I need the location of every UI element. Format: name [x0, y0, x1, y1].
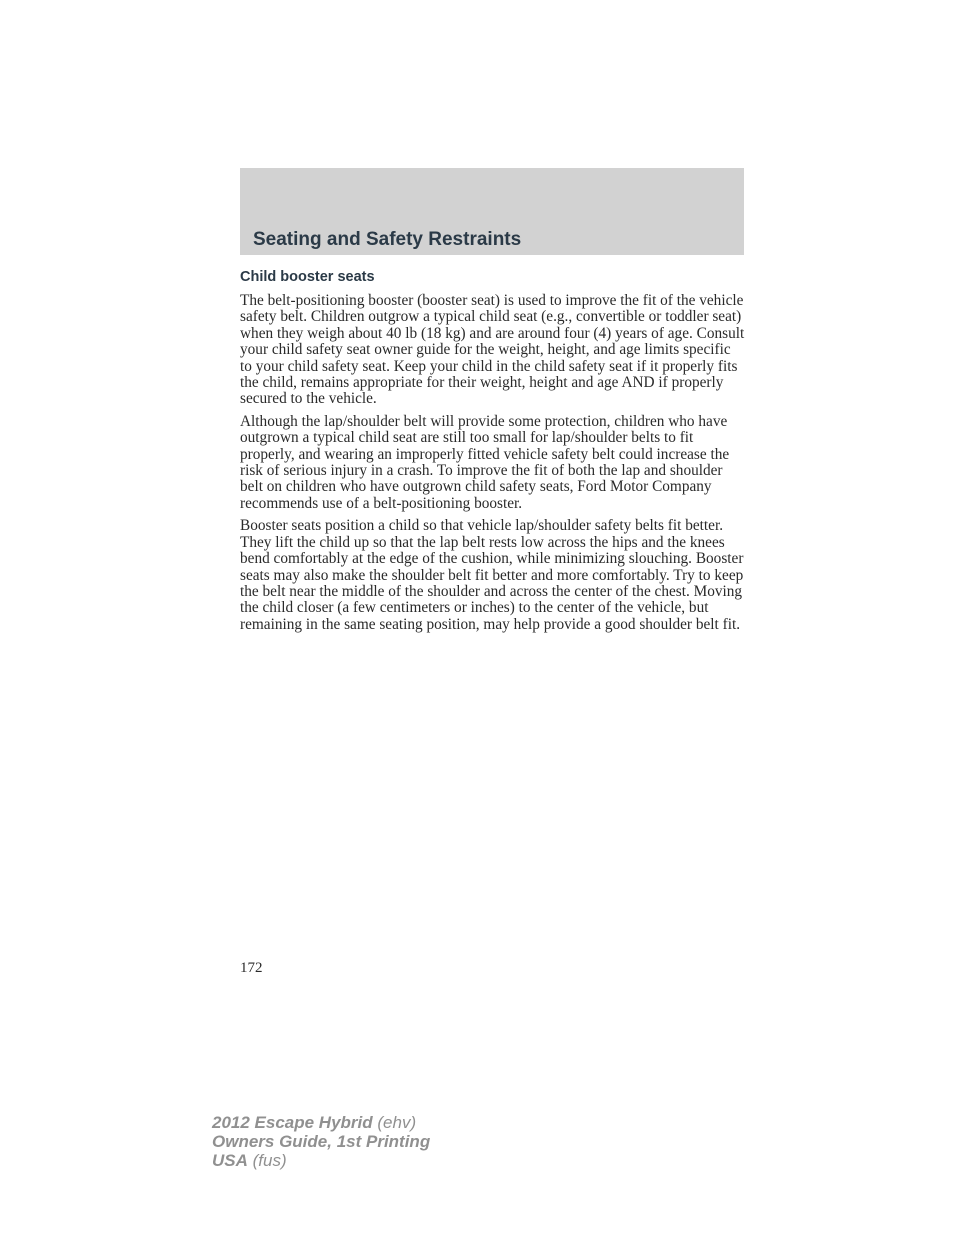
document-footer — [212, 1113, 430, 1170]
footer-model-code: (ehv) — [377, 1113, 417, 1132]
footer-model: 2012 Escape Hybrid — [212, 1113, 373, 1132]
footer-line-model — [212, 1113, 430, 1132]
paragraph: Booster seats position a child so that vehicle lap/shoulder safety belts fit better. They lift the child up so that the lap belt rests low across the hips and the knees bend comfortably at the edge of the cushion, while minimizing slouching. Booster seats may also make the shoulder belt fit better and more comfortably. Try to keep the belt near the middle of the shoulder and across the center of the chest. Moving the child closer (a few centimeters or inches) to the center of the vehicle, but remaining in the same seating position, may help provide a good shoulder belt fit. — [240, 517, 744, 633]
footer-market-code: (fus) — [252, 1151, 287, 1170]
subheading: Child booster seats — [240, 269, 375, 285]
footer-market: USA — [212, 1151, 248, 1170]
footer-line-market — [212, 1151, 430, 1170]
section-title: Seating and Safety Restraints — [253, 229, 522, 250]
section-header-band — [240, 168, 744, 255]
paragraph: Although the lap/shoulder belt will provide some protection, children who have outgrown a typical child seat are still too small for lap/shoulder belts to fit properly, and wearing an improperly fitted vehicle safety belt could increase the risk of serious injury in a crash. To improve the fit of both the lap and shoulder belt on children who have outgrown child safety seats, Ford Motor Company recommends use of a belt-positioning booster. — [240, 412, 730, 512]
main-content — [240, 267, 745, 639]
footer-line-edition — [212, 1132, 430, 1151]
page-number: 172 — [240, 960, 263, 976]
paragraph: The belt-positioning booster (booster seat) is used to improve the fit of the vehicle safety belt. Children outgrow a typical child seat (e.g., convertible or toddler seat) when they weigh about 40 lb (18 kg) and are around four (4) years of age. Consult your child safety seat owner guide for the weight, height, and age limits specific to your child safety seat. Keep your child in the child safety seat if it properly fits the child, remains appropriate for their weight, height and age AND if properly secured to the vehicle. — [240, 292, 745, 408]
footer-edition: Owners Guide, 1st Printing — [212, 1132, 431, 1151]
